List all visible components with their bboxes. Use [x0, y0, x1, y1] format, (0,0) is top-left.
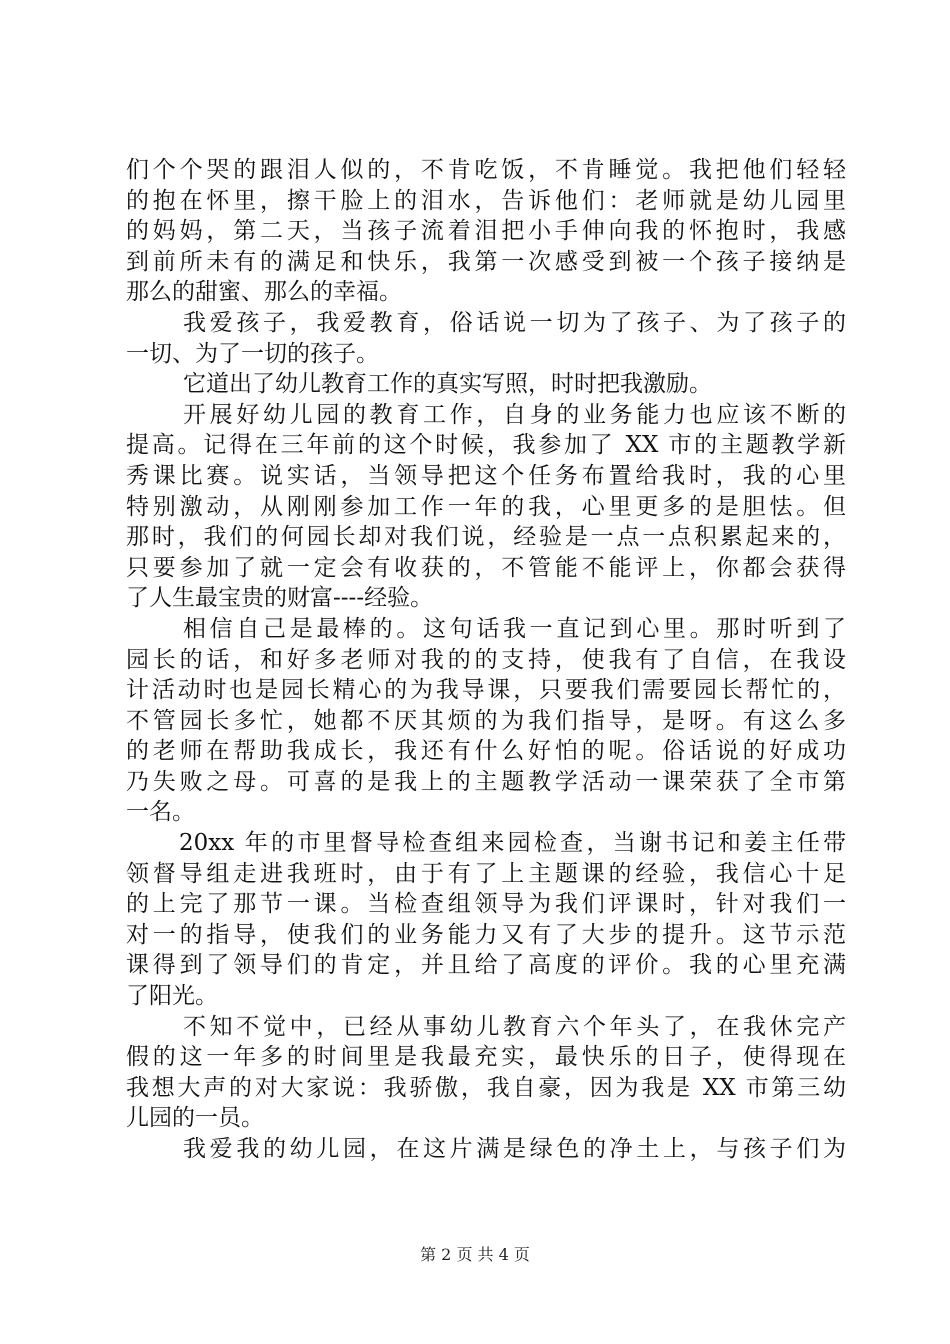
text-line: 我爱我的幼儿园，在这片满是绿色的净土上，与孩子们为 [183, 1136, 846, 1162]
text-line: 课得到了领导们的肯定，并且给了高度的评价。我的心里充满 [126, 952, 846, 979]
text-line: 的抱在怀里，擦干脸上的泪水，告诉他们：老师就是幼儿园里 [126, 187, 846, 214]
text-line: 一名。 [126, 799, 195, 826]
text-line: 20xx 年的市里督导检查组来园检查，当谢书记和姜主任带 [179, 830, 846, 857]
text-line: 到前所未有的满足和快乐，我第一次感受到被一个孩子接纳是 [126, 248, 846, 275]
text-line: 了阳光。 [126, 983, 218, 1010]
text-line: 开展好幼儿园的教育工作，自身的业务能力也应该不断的 [183, 401, 846, 428]
text-line: 计活动时也是园长精心的为我导课，只要我们需要园长帮忙的， [126, 677, 846, 704]
text-line: 我想大声的对大家说：我骄傲，我自豪，因为我是 XX 市第三幼 [126, 1074, 846, 1101]
text-line: 秀课比赛。说实话，当领导把这个任务布置给我时，我的心里 [126, 462, 846, 489]
text-line: 它道出了幼儿教育工作的真实写照，时时把我激励。 [183, 371, 712, 398]
text-line: 对一的指导，使我们的业务能力又有了大步的提升。这节示范 [126, 921, 846, 948]
text-line: 特别激动，从刚刚参加工作一年的我，心里更多的是胆怯。但 [126, 493, 846, 520]
text-line: 的上完了那节一课。当检查组领导为我们评课时，针对我们一 [126, 891, 846, 918]
page-footer: 第 2 页 共 4 页 [420, 1245, 530, 1264]
text-line: 只要参加了就一定会有收获的，不管能不能评上，你都会获得 [126, 554, 846, 581]
text-line: 那么的甜蜜、那么的幸福。 [126, 279, 402, 306]
text-line: 乃失败之母。可喜的是我上的主题教学活动一课荣获了全市第 [126, 768, 846, 795]
text-line: 的老师在帮助我成长，我还有什么好怕的呢。俗话说的好成功 [126, 738, 846, 765]
text-line: 假的这一年多的时间里是我最充实，最快乐的日子，使得现在 [126, 1044, 846, 1071]
text-line: 相信自己是最棒的。这句话我一直记到心里。那时听到了 [183, 615, 846, 642]
text-line: 一切、为了一切的孩子。 [126, 340, 379, 367]
text-line: 了人生最宝贵的财富----经验。 [126, 585, 434, 612]
text-line: 的妈妈，第二天，当孩子流着泪把小手伸向我的怀抱时，我感 [126, 218, 846, 245]
text-line: 不知不觉中，已经从事幼儿教育六个年头了，在我休完产 [183, 1013, 846, 1040]
text-line: 们个个哭的跟泪人似的，不肯吃饭，不肯睡觉。我把他们轻轻 [126, 157, 846, 183]
text-line: 领督导组走进我班时，由于有了上主题课的经验，我信心十足 [126, 860, 846, 887]
text-line: 提高。记得在三年前的这个时候，我参加了 XX 市的主题教学新 [126, 432, 846, 459]
text-line: 园长的话，和好多老师对我的的支持，使我有了自信，在我设 [126, 646, 846, 673]
text-line: 不管园长多忙，她都不厌其烦的为我们指导，是呀。有这么多 [126, 707, 846, 734]
document-body [126, 155, 846, 1165]
text-line: 那时，我们的何园长却对我们说，经验是一点一点积累起来的， [126, 524, 846, 551]
text-line: 我爱孩子，我爱教育，俗话说一切为了孩子、为了孩子的 [183, 309, 846, 336]
text-line: 儿园的一员。 [126, 1105, 264, 1132]
